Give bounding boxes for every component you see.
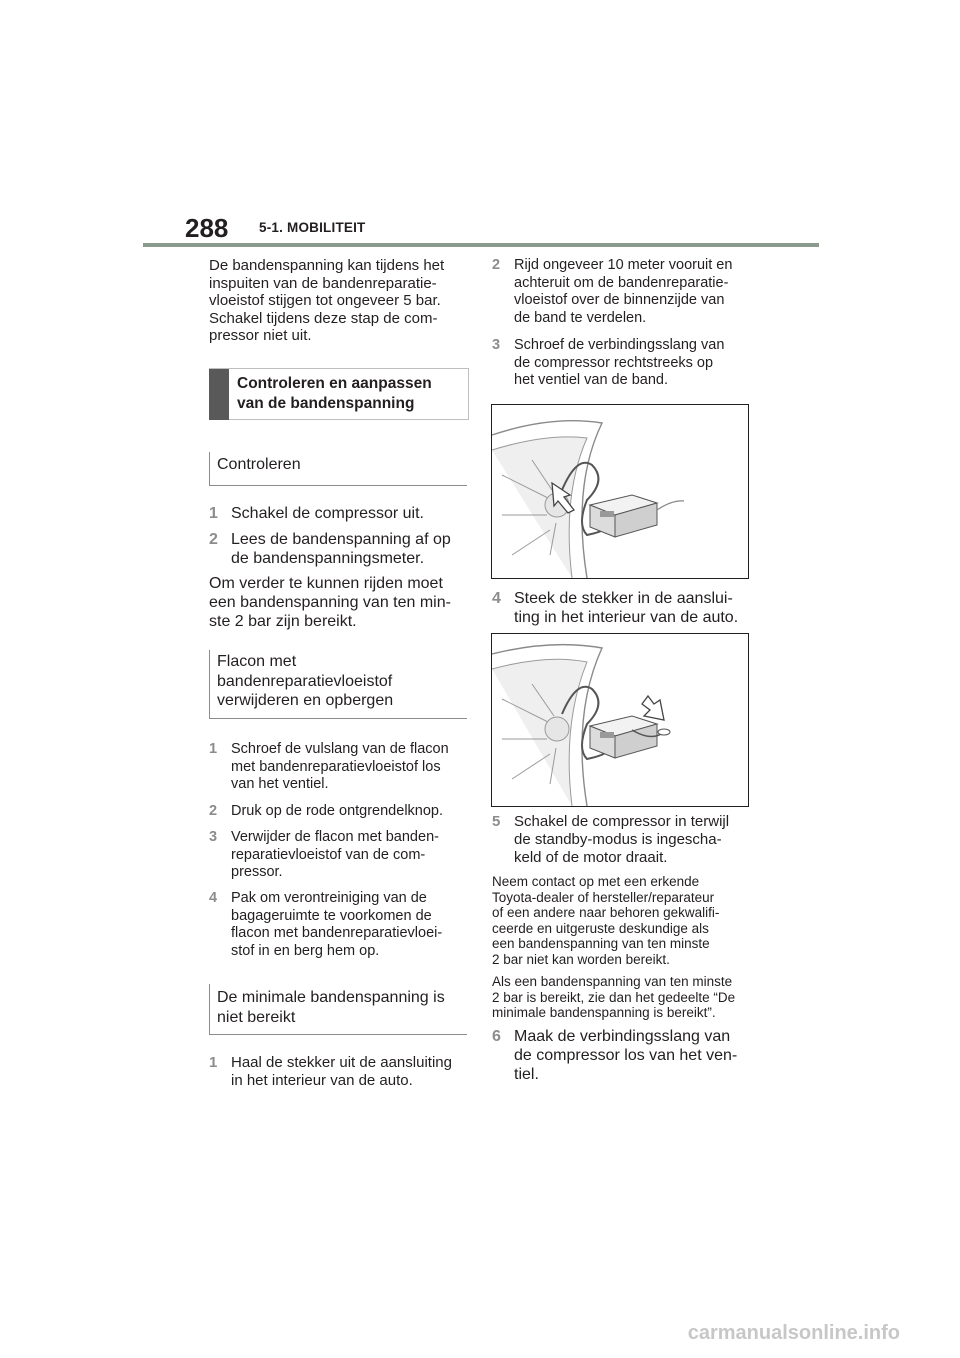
- list-item: [492, 589, 774, 627]
- text-line: De bandenspanning kan tijdens het: [209, 257, 445, 274]
- list-item: [209, 829, 481, 882]
- text-line: Druk op de rode ontgrendelknop.: [231, 803, 444, 819]
- list-item: [209, 890, 481, 960]
- text-line: Schakel de compressor uit.: [231, 505, 424, 522]
- text-line: ceerde en uitgeruste deskundige als: [492, 920, 709, 936]
- step-number: 1: [209, 1054, 218, 1071]
- text-line: 2 bar niet kan worden bereikt.: [492, 951, 670, 967]
- text-line: Schroef de vulslang van de flacon: [231, 741, 449, 757]
- compressor-illustration: [492, 405, 748, 578]
- text-line: of een andere naar behoren gekwalifi-: [492, 905, 720, 920]
- step-number: 2: [209, 803, 218, 819]
- main-heading: [209, 368, 469, 420]
- text-line: 2 bar is bereikt, zie dan het gedeelte “De: [492, 989, 736, 1005]
- text-line: niet bereikt: [217, 1008, 296, 1026]
- text-line: Controleren: [217, 456, 301, 473]
- page-number: 288: [185, 213, 229, 243]
- text-line: een bandenspanning van ten minste: [492, 936, 710, 951]
- list-item: [492, 337, 774, 390]
- text-line: keld of de motor draait.: [514, 849, 668, 866]
- text-line: Als een bandenspanning van ten minste: [492, 974, 733, 989]
- figure-compressor-plug: [491, 633, 749, 807]
- text-line: Pak om verontreiniging van de: [231, 890, 427, 906]
- list-item: [209, 505, 481, 523]
- text-line: flacon met bandenreparatievloei-: [231, 925, 443, 941]
- text-line: stof in en berg hem op.: [231, 942, 380, 959]
- step-number: 4: [209, 890, 218, 906]
- text-line: Toyota-dealer of hersteller/reparateur: [492, 889, 715, 905]
- text-line: minimale bandenspanning is bereikt”.: [492, 1005, 716, 1020]
- list-item: [209, 803, 481, 821]
- note-paragraph: [492, 974, 752, 1021]
- text-line: de compressor rechtstreeks op: [514, 354, 714, 371]
- text-line: de compressor los van het ven-: [514, 1047, 738, 1064]
- compressor-plug-illustration: [492, 634, 748, 806]
- step-number: 2: [492, 257, 501, 273]
- step-number: 5: [492, 813, 501, 830]
- subheading-minimale: [209, 984, 467, 1035]
- list-item: [492, 257, 774, 327]
- list-item: [209, 530, 481, 568]
- text-line: Verwijder de flacon met banden-: [231, 829, 439, 845]
- text-line: bagageruimte te voorkomen de: [231, 907, 432, 924]
- step-number: 1: [209, 505, 218, 522]
- text-line: De minimale bandenspanning is: [217, 989, 445, 1006]
- heading-bar: [209, 369, 229, 420]
- subheading-flacon: [209, 650, 467, 719]
- text-line: de standby-modus is ingescha-: [514, 831, 722, 848]
- text-line: Schroef de verbindingsslang van: [514, 337, 725, 353]
- text-line: van het ventiel.: [231, 776, 329, 792]
- figure-compressor-valve: [491, 404, 749, 579]
- text-line: verwijderen en opbergen: [217, 692, 394, 709]
- text-line: Schakel tijdens deze stap de com-: [209, 309, 438, 327]
- text-line: bandenreparatievloeistof: [217, 672, 393, 690]
- step-number: 4: [492, 590, 501, 607]
- text-line: Controleren en aanpassen: [237, 375, 432, 392]
- text-line: ste 2 bar zijn bereikt.: [209, 613, 357, 630]
- section-title: 5-1. MOBILITEIT: [259, 220, 366, 235]
- subheading-controleren: [209, 452, 467, 486]
- text-line: de band te verdelen.: [514, 309, 647, 326]
- step-number: 6: [492, 1028, 501, 1045]
- text-line: Neem contact op met een erkende: [492, 874, 700, 889]
- header-rule: [143, 243, 819, 247]
- text-line: Om verder te kunnen rijden moet: [209, 575, 443, 592]
- text-line: ting in het interieur van de auto.: [514, 609, 739, 626]
- text-line: een bandenspanning van ten min-: [209, 594, 451, 611]
- text-line: vloeistof stijgen tot ongeveer 5 bar.: [209, 292, 441, 309]
- text-line: inspuiten van de bandenreparatie-: [209, 274, 437, 292]
- text-line: Flacon met: [217, 653, 297, 670]
- text-line: met bandenreparatievloeistof los: [231, 758, 441, 775]
- text-line: het ventiel van de band.: [514, 372, 668, 388]
- list-item: [209, 1054, 481, 1090]
- step-number: 2: [209, 531, 218, 548]
- text-line: in het interieur van de auto.: [231, 1072, 413, 1089]
- text-line: pressor niet uit.: [209, 327, 312, 344]
- text-line: achteruit om de bandenreparatie-: [514, 274, 729, 291]
- list-item: [492, 813, 774, 867]
- text-line: vloeistof over de binnenzijde van: [514, 292, 725, 308]
- step-number: 3: [209, 829, 218, 845]
- text-line: Maak de verbindingsslang van: [514, 1028, 731, 1045]
- paragraph: [209, 574, 451, 631]
- text-line: reparatievloeistof van de com-: [231, 846, 426, 863]
- intro-paragraph: [209, 257, 444, 345]
- text-line: van de bandenspanning: [237, 395, 415, 412]
- text-line: Haal de stekker uit de aansluiting: [231, 1054, 452, 1071]
- main-heading-text: [237, 374, 432, 414]
- text-line: Steek de stekker in de aanslui-: [514, 590, 733, 607]
- list-item: [209, 741, 481, 794]
- text-line: pressor.: [231, 864, 283, 880]
- watermark: carmanualsonline.info: [687, 1322, 900, 1344]
- text-line: de bandenspanningsmeter.: [231, 550, 425, 567]
- text-line: Rijd ongeveer 10 meter vooruit en: [514, 257, 733, 273]
- text-line: Lees de bandenspanning af op: [231, 531, 451, 548]
- text-line: Schakel de compressor in terwijl: [514, 813, 730, 830]
- step-number: 1: [209, 741, 218, 757]
- list-item: [492, 1027, 774, 1084]
- note-paragraph: [492, 874, 752, 967]
- step-number: 3: [492, 337, 501, 353]
- text-line: tiel.: [514, 1066, 539, 1083]
